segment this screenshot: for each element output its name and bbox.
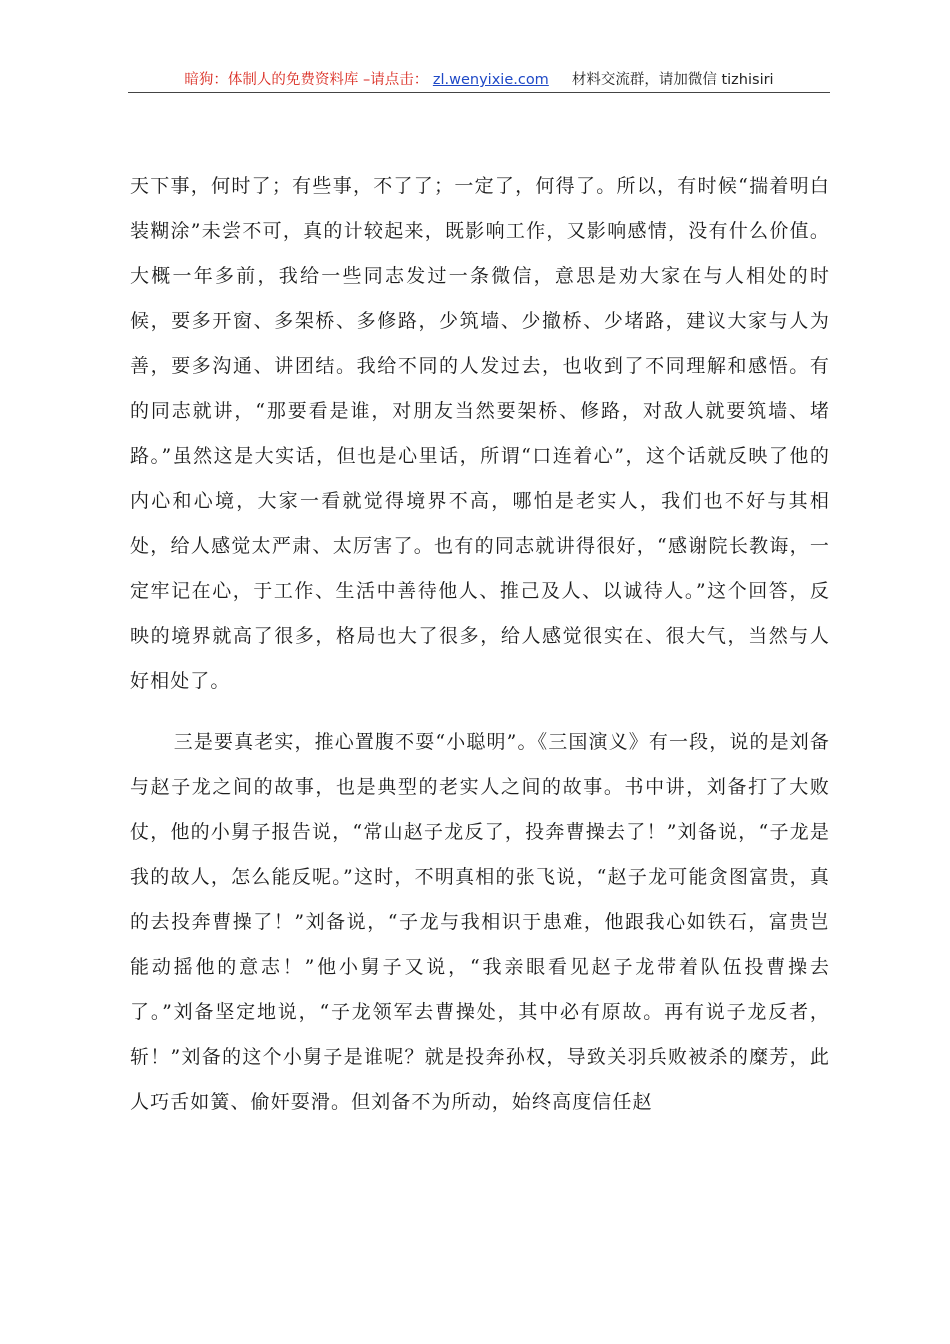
header-prompt: –请点击： — [363, 72, 429, 88]
document-body — [130, 164, 830, 1125]
header-contact: 材料交流群，请加微信 tizhisiri — [571, 72, 774, 88]
paragraph-1: 天下事，何时了；有些事，不了了；一定了，何得了。所以，有时候“揣着明白装糊涂”未尝不可，真的计较起来，既影响工作，又影响感情，没有什么价值。大概一年多前，我给一些同志发过一条微信，意思是劝大家在与人相处的时候，要多开窗、多架桥、多修路，少筑墙、少撤桥、少堵路，建议大家与人为善，要多沟通、讲团结。我给不同的人发过去，也收到了不同理解和感悟。有的同志就讲，“那要看是谁，对朋友当然要架桥、修路，对敌人就要筑墙、堵路。”虽然这是大实话，但也是心里话，所谓“口连着心”，这个话就反映了他的内心和心境，大家一看就觉得境界不高，哪怕是老实人，我们也不好与其相处，给人感觉太严肃、太厉害了。也有的同志就讲得很好，“感谢院长教诲，一定牢记在心，于工作、生活中善待他人、推己及人、以诚待人。”这个回答，反映的境界就高了很多，格局也大了很多，给人感觉很实在、很大气，当然与人好相处了。 — [130, 175, 830, 692]
header-brand: 暗狗：体制人的免费资料库 — [184, 72, 359, 88]
paragraph-2: 三是要真老实，推心置腹不耍“小聪明”。《三国演义》有一段，说的是刘备与赵子龙之间的故事，也是典型的老实人之间的故事。书中讲，刘备打了大败仗，他的小舅子报告说，“常山赵子龙反了，投奔曹操去了！”刘备说，“子龙是我的故人，怎么能反呢。”这时，不明真相的张飞说，“赵子龙可能贪图富贵，真的去投奔曹操了！”刘备说，“子龙与我相识于患难，他跟我心如铁石，富贵岂能动摇他的意志！”他小舅子又说，“我亲眼看见赵子龙带着队伍投曹操去了。”刘备坚定地说，“子龙领军去曹操处，其中必有原故。再有说子龙反者，斩！”刘备的这个小舅子是谁呢？就是投奔孙权，导致关羽兵败被杀的糜芳，此人巧舌如簧、偷奸耍滑。但刘备不为所动，始终高度信任赵 — [130, 731, 830, 1113]
header-link[interactable]: zl.wenyixie.com — [432, 72, 549, 88]
page-header — [128, 68, 830, 93]
